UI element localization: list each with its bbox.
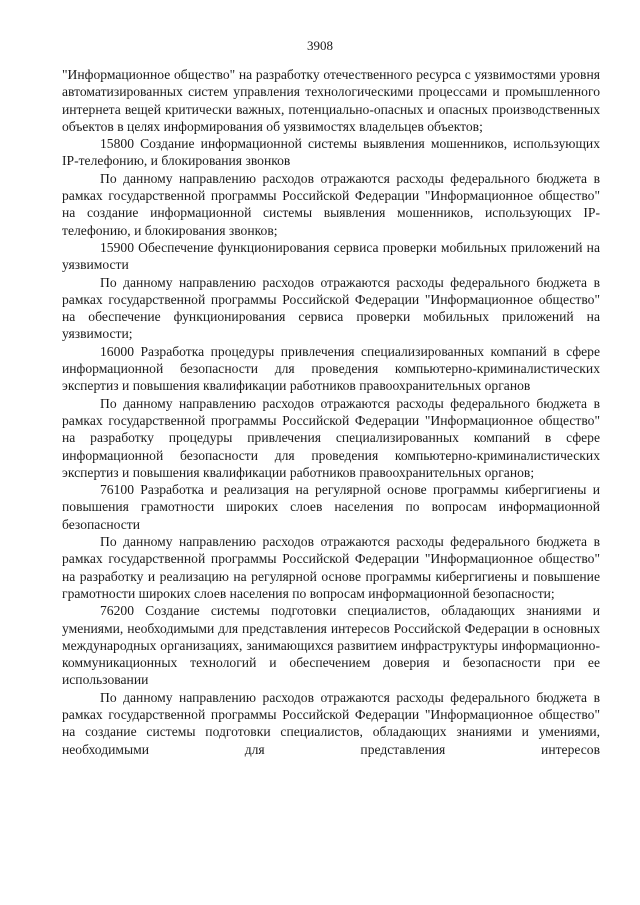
paragraph-15800: По данному направлению расходов отражаются расходы федерального бюджета в рамках государственной программы Российской Федерации "Информационное общество" на создание информационной системы выявления мошенников, использующих IP-телефонию, и блокирования звонков; [62, 170, 600, 238]
paragraph-76100: По данному направлению расходов отражаются расходы федерального бюджета в рамках государственной программы Российской Федерации "Информационное общество" на разработку и реализацию на регулярной основе программы кибергигиены и повышение грамотности широких слоев населения по вопросам информационной безопасности; [62, 534, 600, 601]
heading-15900: 15900 Обеспечение функционирования сервиса проверки мобильных приложений на уязвимости [62, 239, 600, 273]
heading-76200: 76200 Создание системы подготовки специалистов, обладающих знаниями и умениями, необходимыми для представления интересов Российской Федерации в основных международных организациях, занимающихся развитием инфраструктуры информационно-коммуникационных технологий и обеспечением доверия и безопасности при ее использовании [62, 603, 600, 688]
page-number: 3908 [307, 38, 333, 53]
heading-76100: 76100 Разработка и реализация на регулярной основе программы кибергигиены и повышения грамотности широких слоев населения по вопросам информационной безопасности [62, 482, 600, 532]
paragraph-76200: По данному направлению расходов отражаются расходы федерального бюджета в рамках государственной программы Российской Федерации "Информационное общество" на создание системы подготовки специалистов, обладающих знаниями и умениями, необходимыми для представления интересов [62, 689, 600, 757]
document-body [62, 66, 600, 758]
heading-16000: 16000 Разработка процедуры привлечения специализированных компаний в сфере информационной безопасности для проведения компьютерно-криминалистических экспертиз и повышения квалификации работников правоохранительных органов [62, 343, 600, 394]
heading-15800: 15800 Создание информационной системы выявления мошенников, использующих IP-телефонию, и блокирования звонков [62, 136, 600, 169]
paragraph-16000: По данному направлению расходов отражаются расходы федерального бюджета в рамках государственной программы Российской Федерации "Информационное общество" на разработку процедуры привлечения специализированных компаний в сфере информационной безопасности для проведения компьютерно-криминалистических экспертиз и повышения квалификации работников правоохранительных органов; [62, 395, 600, 480]
paragraph-continuation: "Информационное общество" на разработку отечественного ресурса с уязвимостями уровня автоматизированных систем управления технологическими процессами и промышленного интернета вещей критически важных, потенциально-опасных и опасных производственных объектов в целях информирования об уязвимостях владельцев объектов; [62, 67, 600, 134]
paragraph-15900: По данному направлению расходов отражаются расходы федерального бюджета в рамках государственной программы Российской Федерации "Информационное общество" на обеспечение функционирования сервиса проверки мобильных приложений на уязвимости; [62, 274, 600, 342]
